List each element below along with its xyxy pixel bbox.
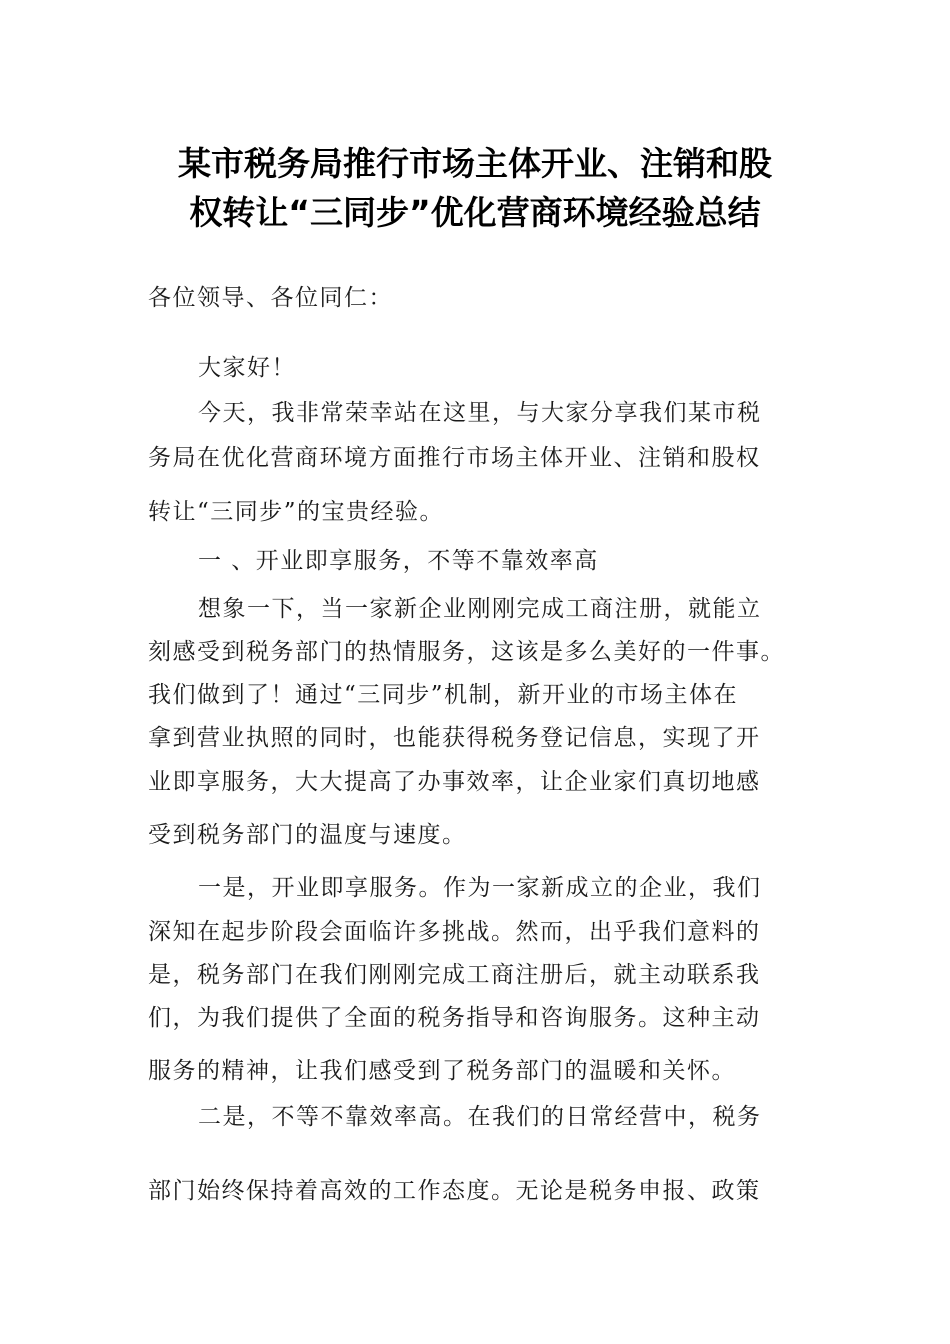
paragraph-line: 务局在优化营商环境方面推行市场主体开业、注销和股权 (148, 445, 761, 471)
paragraph-line: 受到税务部门的温度与速度。 (148, 822, 467, 848)
paragraph-line: 们，为我们提供了全面的税务指导和咨询服务。这种主动 (148, 1005, 761, 1031)
document-title-line-2: 权转让“三同步”优化营商环境经验总结 (189, 193, 761, 232)
paragraph-line: 业即享服务，大大提高了办事效率，让企业家们真切地感 (148, 769, 761, 795)
paragraph-line: 深知在起步阶段会面临许多挑战。然而，出乎我们意料的 (148, 919, 761, 945)
paragraph-line: 二是，不等不靠效率高。在我们的日常经营中，税务 (198, 1104, 762, 1130)
paragraph-line: 部门始终保持着高效的工作态度。无论是税务申报、政策 (148, 1178, 761, 1204)
section-heading: 一 、开业即享服务，不等不靠效率高 (198, 548, 599, 574)
paragraph-line: 刻感受到税务部门的热情服务，这该是多么美好的一件事。 (148, 639, 785, 665)
paragraph-line: 想象一下，当一家新企业刚刚完成工商注册，就能立 (198, 596, 762, 622)
salutation: 各位领导、各位同仁： (148, 285, 393, 311)
document-title-line-1: 某市税务局推行市场主体开业、注销和股 (178, 144, 772, 183)
paragraph-line: 服务的精神，让我们感受到了税务部门的温暖和关怀。 (148, 1058, 736, 1084)
paragraph-line: 转让“三同步”的宝贵经验。 (148, 499, 445, 525)
paragraph-line: 我们做到了！通过“三同步”机制，新开业的市场主体在 (148, 682, 739, 708)
paragraph-line: 今天，我非常荣幸站在这里，与大家分享我们某市税 (198, 400, 762, 426)
paragraph-line: 是，税务部门在我们刚刚完成工商注册后，就主动联系我 (148, 962, 761, 988)
paragraph-line: 拿到营业执照的同时，也能获得税务登记信息，实现了开 (148, 725, 761, 751)
greeting: 大家好！ (198, 355, 296, 381)
paragraph-line: 一是，开业即享服务。作为一家新成立的企业，我们 (198, 875, 762, 901)
